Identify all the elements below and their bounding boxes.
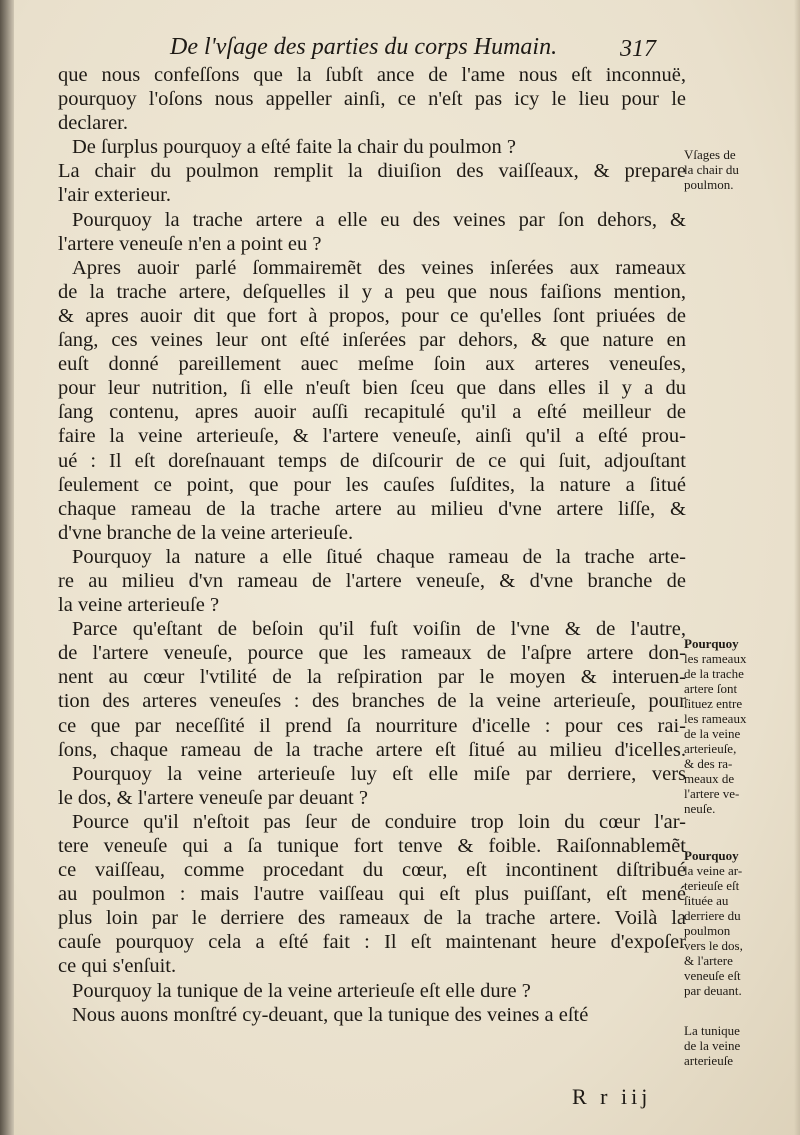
text-line: Pource qu'il n'eſtoit pas ſeur de conduire trop loin du cœur l'ar- bbox=[72, 810, 686, 833]
margin-note-line: poulmon bbox=[684, 923, 731, 938]
text-line: faire la veine arterieuſe, & l'artere veneuſe, ainſi qu'il a eſté prou- bbox=[58, 425, 686, 448]
margin-note-line: & des ra- bbox=[684, 756, 733, 771]
margin-note-line: par deuant. bbox=[684, 983, 742, 998]
margin-note-line: vers le dos, bbox=[684, 938, 743, 953]
text-line: d'vne branche de la veine arterieuſe. bbox=[58, 521, 354, 544]
text-line: plus loin par le derriere des rameaux de la trache artere. Voilà la bbox=[58, 907, 686, 930]
margin-note-line: les rameaux bbox=[684, 711, 747, 726]
margin-note bbox=[684, 1023, 796, 1068]
margin-note-line: Pourquoy bbox=[684, 848, 739, 863]
margin-note-line: Pourquoy bbox=[684, 636, 739, 651]
margin-note-line: meaux de bbox=[684, 771, 735, 786]
text-line: nent au cœur l'vtilité de la reſpiration par le moyen & interuen- bbox=[58, 666, 686, 689]
margin-note-line: ſituez entre bbox=[684, 696, 743, 711]
text-line: au poulmon : mais l'autre vaiſſeau qui eſt plus puiſſant, eſt mené bbox=[58, 883, 686, 906]
margin-note-line: de la trache bbox=[684, 666, 744, 681]
margin-note bbox=[684, 636, 796, 816]
text-line: Pourquoy la tunique de la veine arterieuſe eſt elle dure ? bbox=[72, 979, 531, 1002]
text-line: Parce qu'eſtant de beſoin qu'il fuſt voiſin de l'vne & de l'autre, bbox=[72, 618, 686, 641]
text-line: ce vaiſſeau, comme procedant du cœur, eſt incontinent diſtribué bbox=[58, 859, 686, 882]
text-line: de l'artere veneuſe, pource que les rameaux de l'aſpre artere don- bbox=[58, 642, 686, 665]
margin-note-line: La tunique bbox=[684, 1023, 740, 1038]
margin-note-line: veneuſe eſt bbox=[684, 968, 741, 983]
text-line: ſang, ces veines leur ont eſté inſerées par dehors, & que nature en bbox=[58, 329, 686, 352]
margin-note bbox=[684, 848, 796, 998]
main-text bbox=[58, 63, 686, 1027]
margin-note-line: arterieuſe bbox=[684, 1053, 734, 1068]
text-line: re au milieu d'vn rameau de l'artere veneuſe, & d'vne branche de bbox=[58, 569, 686, 592]
text-line: ué : Il eſt doreſnauant temps de diſcourir de ce qui ſuit, adjouſtant bbox=[58, 449, 686, 472]
margin-note-line: la chair du bbox=[684, 162, 739, 177]
text-line: Apres auoir parlé ſommairemẽt des veines inſerées aux rameaux bbox=[72, 256, 686, 279]
text-line: chaque rameau de la trache artere au milieu d'vne artere liſſe, & bbox=[58, 497, 686, 520]
text-line: euſt donné pareillement auec meſme ſoin aux arteres veneuſes, bbox=[58, 353, 686, 376]
running-title: De l'vſage des parties du corps Humain. bbox=[170, 34, 558, 60]
text-line: que nous confeſſons que la ſubſt ance de l'ame nous eſt inconnuë, bbox=[58, 64, 686, 86]
text-line: l'artere veneuſe n'en a point eu ? bbox=[58, 232, 322, 255]
margin-note-line: poulmon. bbox=[684, 177, 734, 192]
margin-note-line: artere ſont bbox=[684, 681, 738, 696]
margin-note bbox=[684, 147, 796, 192]
margin-note-line: terieuſe eſt bbox=[684, 878, 740, 893]
text-line: cauſe pourquoy cela a eſté fait : Il eſt maintenant heure d'expoſer bbox=[58, 931, 686, 954]
text-line: ſang contenu, apres auoir auſſi recapitulé qu'il a eſté meilleur de bbox=[58, 401, 686, 424]
margin-note-line: neuſe. bbox=[684, 801, 716, 816]
text-line: le dos, & l'artere veneuſe par deuant ? bbox=[58, 786, 368, 809]
margin-note-line: la veine ar- bbox=[684, 863, 743, 878]
text-line: de la trache artere, deſquelles il y a peu que nous faiſions mention, bbox=[58, 280, 686, 303]
margin-note-line: derriere du bbox=[684, 908, 741, 923]
binding-gutter bbox=[0, 0, 14, 1135]
margin-note-line: & l'artere bbox=[684, 953, 733, 968]
text-line: La chair du poulmon remplit la diuiſion des vaiſſeaux, & prepare bbox=[58, 160, 686, 183]
text-line: tion des arteres veneuſes : des branches de la veine arterieuſe, pour bbox=[58, 690, 686, 713]
margin-note-line: l'artere ve- bbox=[684, 786, 740, 801]
text-line: tere veneuſe qui a ſa tunique fort tenve & foible. Raiſonnablemẽt bbox=[58, 835, 686, 857]
margin-note-line: ſituée au bbox=[684, 893, 729, 908]
text-line: Pourquoy la trache artere a elle eu des veines par ſon dehors, & bbox=[72, 208, 686, 231]
text-line: ſeulement ce point, que pour les cauſes ſuſdites, la nature a ſitué bbox=[58, 473, 686, 496]
margin-note-line: Vſages de bbox=[684, 147, 736, 162]
text-line: ſons, chaque rameau de la trache artere eſt ſitué au milieu d'icelles. bbox=[58, 738, 686, 761]
margin-note-line: de la veine bbox=[684, 1038, 741, 1053]
text-line: ce que par neceſſité il prend ſa nourriture d'icelle : pour ces rai- bbox=[58, 714, 686, 737]
signature-mark: R r iij bbox=[572, 1084, 652, 1109]
text-line: Pourquoy la nature a elle ſitué chaque rameau de la trache arte- bbox=[72, 545, 686, 568]
text-line: ce qui s'enſuit. bbox=[58, 955, 177, 978]
text-line: Nous auons monſtré cy-deuant, que la tunique des veines a eſté bbox=[72, 1003, 589, 1026]
margin-note-line: arterieuſe, bbox=[684, 741, 737, 756]
text-line: pour leur nutrition, ſi elle n'euſt bien ſceu que dans elles il y a du bbox=[58, 377, 686, 400]
text-line: pourquoy l'oſons nous appeller ainſi, ce n'eſt pas icy le lieu pour le bbox=[58, 88, 686, 111]
text-line: declarer. bbox=[58, 112, 128, 135]
text-line: De ſurplus pourquoy a eſté faite la chair du poulmon ? bbox=[72, 136, 517, 159]
margin-note-line: de la veine bbox=[684, 726, 741, 741]
margin-note-line: les rameaux bbox=[684, 651, 747, 666]
text-line: Pourquoy la veine arterieuſe luy eſt elle miſe par derriere, vers bbox=[72, 762, 686, 785]
page-number: 317 bbox=[620, 36, 656, 62]
text-line: la veine arterieuſe ? bbox=[58, 594, 220, 617]
text-line: & apres auoir dit que fort à propos, pour ce qu'elles ſont priuées de bbox=[58, 304, 686, 327]
text-line: l'air exterieur. bbox=[58, 184, 171, 207]
